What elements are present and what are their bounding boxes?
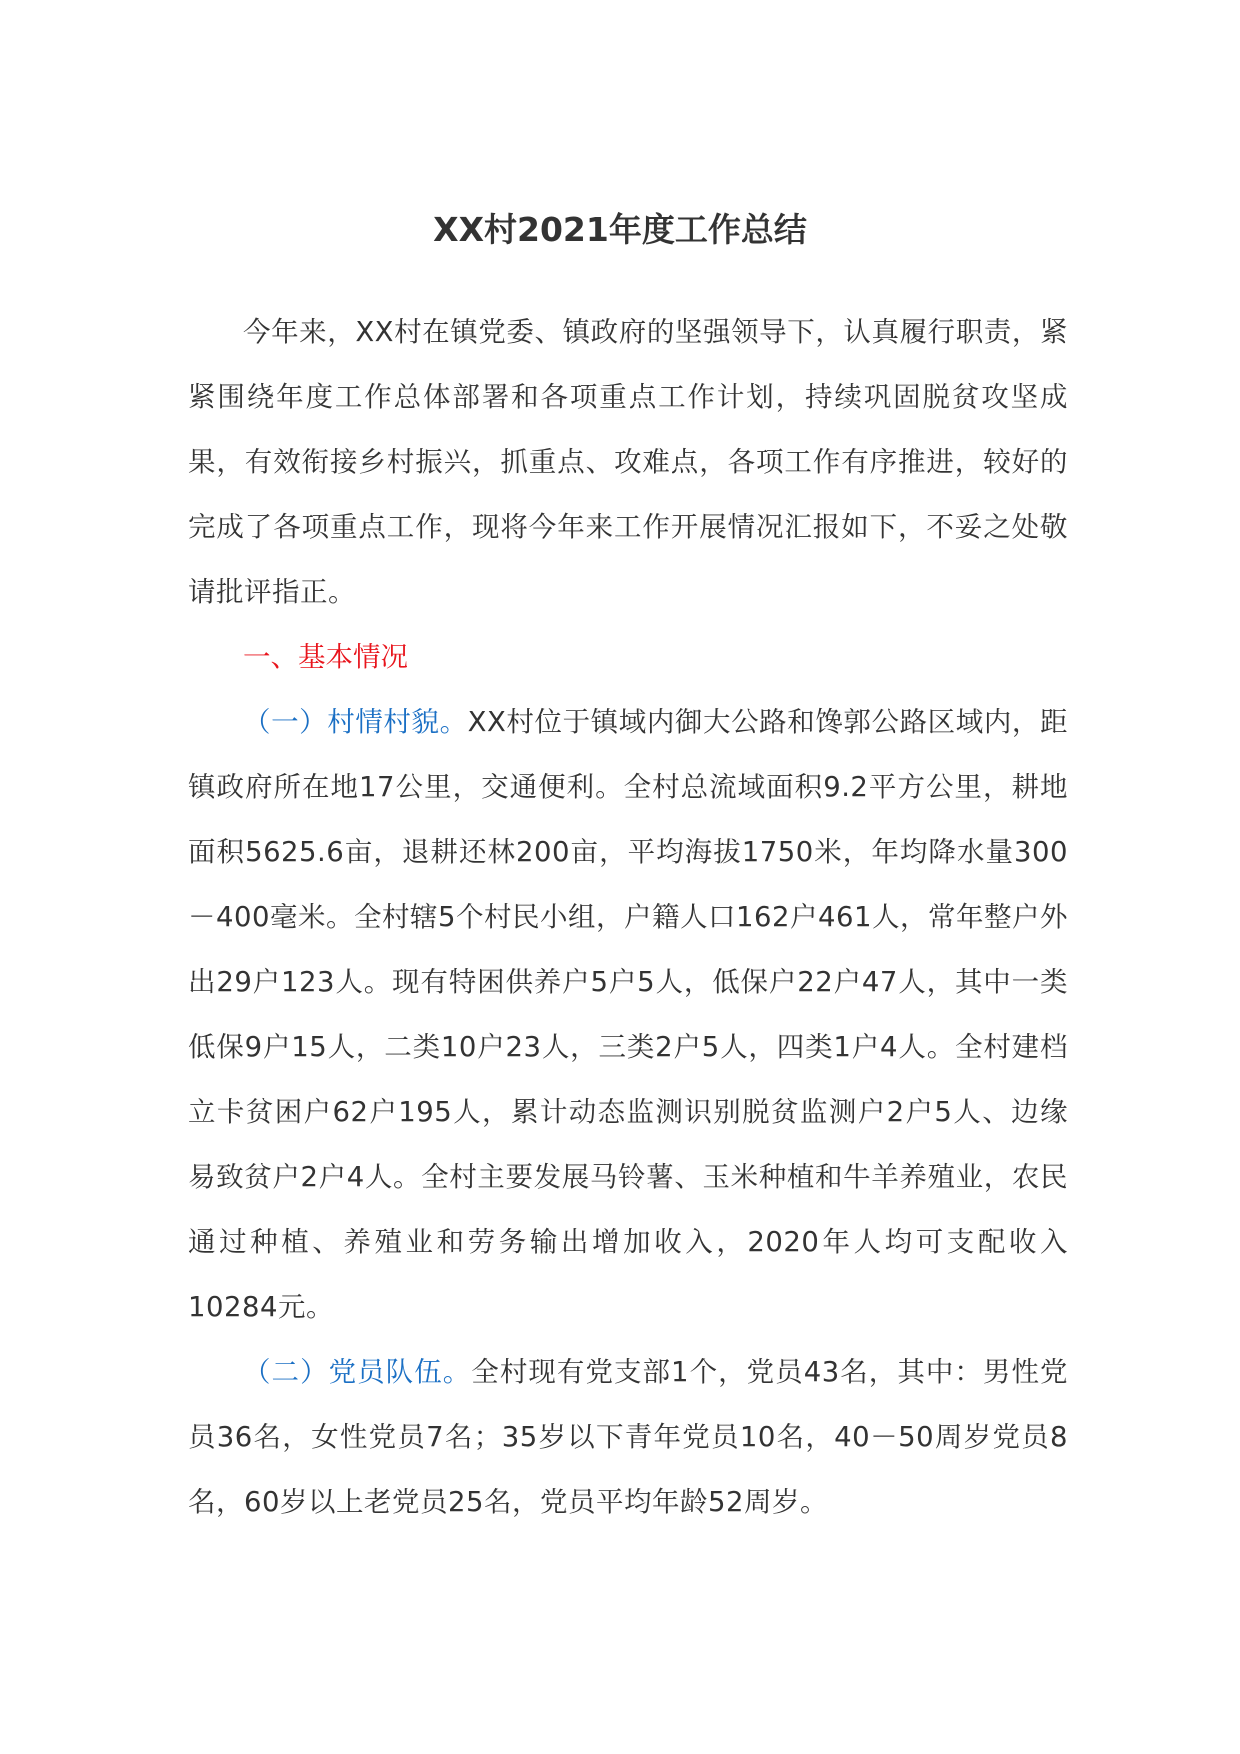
party-members-paragraph (188, 1340, 1068, 1535)
village-overview-label: （一）村情村貌。 (243, 706, 468, 738)
document-title: XX村2021年度工作总结 (433, 210, 807, 249)
village-overview-text: XX村位于镇域内御大公路和馋郭公路区域内，距镇政府所在地17公里，交通便利。全村总流域面积9.2平方公里，耕地面积5625.6亩，退耕还林200亩，平均海拔1750米，年均降水量300－400毫米。全村辖5个村民小组，户籍人口162户461人，常年整户外出29户123人。现有特困供养户5户5人，低保户22户47人，其中一类低保9户15人，二类10户23人，三类2户5人，四类1户4人。全村建档立卡贫困户62户195人，累计动态监测识别脱贫监测户2户5人、边缘易致贫户2户4人。全村主要发展马铃薯、玉米种植和牛羊养殖业，农民通过种植、养殖业和劳务输出增加收入，2020年人均可支配收入10284元。 (188, 706, 1069, 1323)
intro-paragraph: 今年来，XX村在镇党委、镇政府的坚强领导下，认真履行职责，紧紧围绕年度工作总体部署和各项重点工作计划，持续巩固脱贫攻坚成果，有效衔接乡村振兴，抓重点、攻难点，各项工作有序推进，较好的完成了各项重点工作，现将今年来工作开展情况汇报如下，不妥之处敬请批评指正。 (188, 316, 1068, 608)
party-members-text: 全村现有党支部1个，党员43名，其中：男性党员36名，女性党员7名；35岁以下青年党员10名，40－50周岁党员8名，60岁以上老党员25名，党员平均年龄52周岁。 (188, 1356, 1068, 1518)
document-body (188, 300, 1068, 1535)
party-members-label: （二）党员队伍。 (243, 1356, 472, 1388)
village-overview-paragraph (188, 690, 1068, 1340)
section-heading-basic-info: 一、基本情况 (243, 641, 408, 673)
